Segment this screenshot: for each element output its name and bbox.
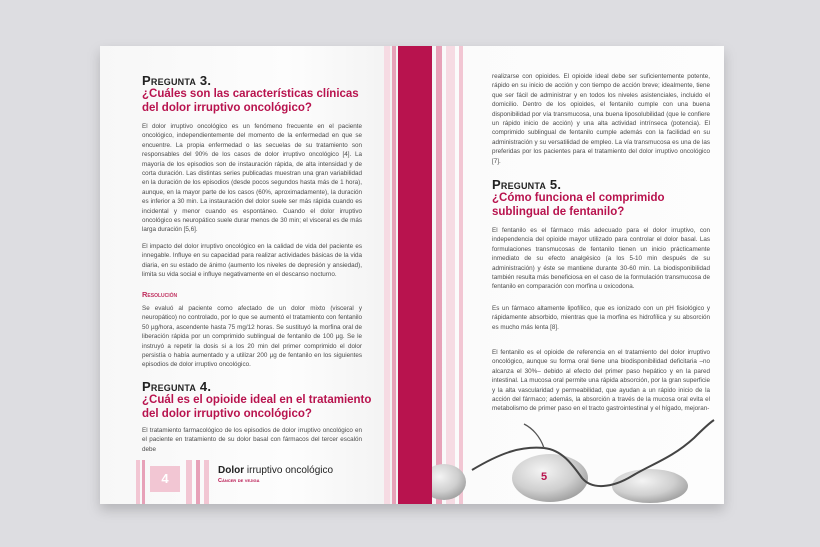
footer-stripe (136, 460, 140, 504)
decor-stripe (398, 46, 412, 504)
footer-stripe (204, 460, 209, 504)
question-4-paragraph: El tratamiento farmacológico de los episodios de dolor irruptivo oncológico en el paciente en tratamiento de su dolor basal con fármacos del tercer escalón debe (142, 427, 362, 453)
resolution-label: Resolución (142, 290, 178, 299)
footer-stripe (186, 460, 192, 504)
footer-subtitle: Cáncer de vejiga (218, 478, 260, 484)
question-5-heading (492, 178, 712, 219)
decor-stripe (412, 46, 432, 504)
question-3-heading (142, 74, 362, 115)
decor-stripe (392, 46, 396, 504)
page-number-5: 5 (541, 471, 548, 483)
question-3-title: ¿Cuáles son las características clínicas del dolor irruptivo oncológico? (142, 88, 359, 114)
footer-stripe (196, 460, 200, 504)
page-footer (136, 460, 386, 504)
stones-illustration (432, 418, 724, 504)
question-4-heading (142, 380, 372, 421)
stone-shape (432, 464, 466, 500)
footer-title-rest: irruptivo oncológico (244, 465, 334, 476)
stone-shape (612, 469, 688, 503)
decor-stripe (384, 46, 390, 504)
footer-title (218, 465, 333, 476)
question-5-paragraph-1: El fentanilo es el fármaco más adecuado para el dolor irruptivo, con independencia del opioide mayor utilizado para controlar el dolor basal. Las formulaciones transmucosas de fentanilo tienen un inicio prácticamente inmediato de su efecto analgésico (a los 5-10 min después de su administración) y éste se mantiene durante 30-60 min. La biodisponibilidad también resulta más beneficiosa en el caso de la formulación transmucosa de fentanilo en comparación con morfina u oxicodona. (492, 227, 710, 291)
question-3-paragraph-1: El dolor irruptivo oncológico es un fenómeno frecuente en el paciente oncológico, independientemente del momento de la enfermedad en que se encuentre. La propia enfermedad o las secuelas de su tratamiento son responsables del 90% de los casos de dolor irruptivo oncológico [4]. La mayoría de los episodios son de instauración rápida, de alta intensidad y de corta duración. Las distintas series publicadas muestran una gran variabilidad en la duración de los episodios (desde pocos segundos hasta más de 1 hora), aunque, en la mayor parte de los casos (60%, aproximadamente), la duración es inferior a 30 min. La instauración del dolor suele ser más rápida cuando es incidental y menor cuando es espontáneo. Cuando el dolor irruptivo oncológico es neuropático suele durar menos de 30 min; el visceral es de más larga duración [5,6]. (142, 123, 362, 234)
resolution-paragraph: Se evaluó al paciente como afectado de un dolor mixto (visceral y neuropático) no controlado, por lo que se aumentó el tratamiento con fentanilo 50 µg/hora, ascendente hasta 75 mg/12 horas. Se sustituyó la morfina oral de liberación rápida por un comprimido sublingual de fentanilo de 100 µg. Se le instruyó a repetir la dosis si a los 20 min del primer comprimido el dolor persistía o había aumentado y a utilizar 200 µg de fentanilo en los siguientes episodios de dolor irruptivo oncológico. (142, 305, 362, 369)
footer-title-bold: Dolor (218, 465, 245, 476)
question-3-label: Pregunta 3. (142, 73, 212, 88)
question-5-label: Pregunta 5. (492, 177, 562, 192)
question-5-paragraph-3: El fentanilo es el opioide de referencia en el tratamiento del dolor irruptivo oncológico, aunque su forma oral tiene una biodisponibilidad deficitaria –no alcanza el 30%– debido al efecto del primer paso hepático y en la pared intestinal. La mucosa oral permite una rápida absorción, por la gran superficie y la alta vascularidad y permeabilidad, que ayudan a un rápido inicio de la acción del fármaco; además, la absorción a través de la mucosa oral evita el metabolismo de primer paso en el tracto gastrointestinal y el hígado, mejoran- (492, 349, 710, 413)
twig-shape (524, 424, 544, 448)
left-page (100, 46, 412, 504)
right-page (412, 46, 724, 504)
page-number-4: 4 (150, 466, 180, 492)
footer-stripe (142, 460, 145, 504)
question-4-title: ¿Cuál es el opioide ideal en el tratamiento del dolor irruptivo oncológico? (142, 394, 372, 420)
question-5-title: ¿Cómo funciona el comprimido sublingual de fentanilo? (492, 192, 665, 218)
question-4-paragraph-continued: realizarse con opioides. El opioide ideal debe ser suficientemente potente, rápido en su inicio de acción y con tiempo de acción breve; idealmente, tiene que ser fácil de administrar y en todos los niveles asistenciales, incluido el domicilio. Dentro de los opioides, el fentanilo cumple con una buena disponibilidad por vía transmucosa, una buena liposolubilidad (que le confiere un rápido inicio de acción) y una alta actividad intrínseca (potencia). El comprimido sublingual de fentanilo cumple además con la facilidad en su administración y su versatilidad de empleo. La vía transmucosa es una de las preferidas por los pacientes para el tratamiento del dolor irruptivo oncológico [7]. (492, 73, 710, 165)
question-3-paragraph-2: El impacto del dolor irruptivo oncológico en la calidad de vida del paciente es innegable. Influye en su capacidad para realizar actividades básicas de la vida diaria, en su estado de ánimo (aumento los niveles de depresión y ansiedad), limita su vida social e influye negativamente en el descanso nocturno. (142, 243, 362, 279)
question-4-label: Pregunta 4. (142, 379, 212, 394)
question-5-paragraph-2: Es un fármaco altamente lipofílico, que es ionizado con un pH fisiológico y rápidamente absorbido, mientras que la morfina es hidrofílica y su absorción es mucho más lenta [8]. (492, 305, 710, 331)
stone-shape (512, 454, 588, 502)
